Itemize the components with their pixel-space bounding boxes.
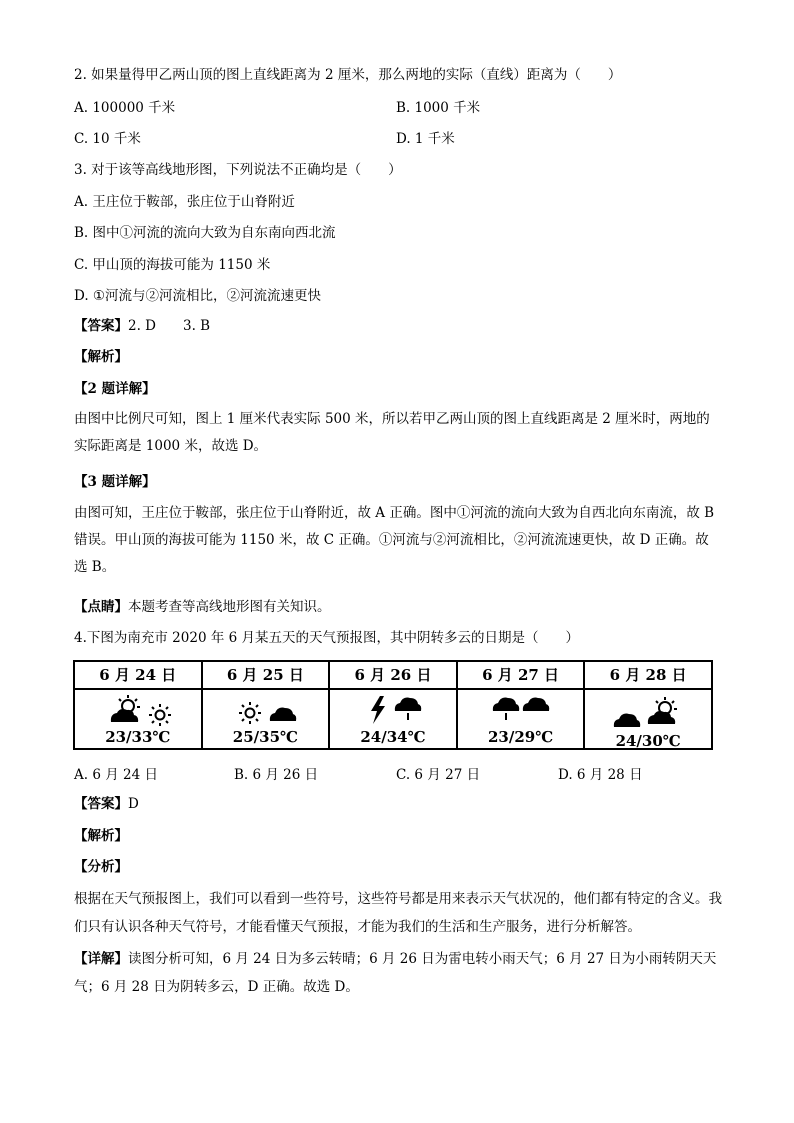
forecast-date: 6 月 24 日 [75, 662, 201, 690]
answer-text: D [128, 796, 139, 812]
partly-cloudy-icon [108, 694, 144, 726]
detail4-label: 【详解】 [74, 951, 128, 967]
detail3-title: 【3 题详解】 [74, 474, 156, 490]
sunny-icon [239, 702, 261, 724]
forecast-temp: 25/35℃ [232, 728, 298, 746]
forecast-date: 6 月 28 日 [585, 662, 711, 690]
analysis-text: 根据在天气预报图上，我们可以看到一些符号，这些符号都是用来表示天气状况的，他们都有特定的含义。我们只有认识各种天气符号，才能看懂天气预报，才能为我们的生活和生产服务，进行分析解答。 [74, 891, 722, 935]
detail3-text: 由图可知，王庄位于鞍部，张庄位于山脊附近，故 A 正确。图中①河流的流向大致为自西北向东南流，故 B 错误。甲山顶的海拔可能为 1150 米，故 C 正确。①河流与②河流相比，②河流流速更快，故 D 正确。故选 B。 [74, 505, 715, 575]
thunder-icon [368, 696, 388, 724]
light-rain-icon [394, 694, 422, 724]
cloudy-icon [269, 704, 297, 722]
q3-stem: 3. 对于该等高线地形图，下列说法不正确均是（ ） [74, 162, 402, 178]
forecast-temp: 23/29℃ [487, 728, 554, 746]
answer-label: 【答案】 [74, 796, 128, 812]
q3-option-b: B. 图中①河流的流向大致为自东南向西北流 [74, 225, 336, 241]
q4-stem: 4.下图为南充市 2020 年 6 月某五天的天气预报图，其中阴转多云的日期是（ ） [74, 630, 579, 646]
answer-text: 2. D 3. B [128, 318, 211, 334]
comment-text: 本题考查等高线地形图有关知识。 [128, 599, 331, 615]
q3-option-c: C. 甲山顶的海拔可能为 1150 米 [74, 257, 271, 273]
q2-option-a: A. 100000 千米 [74, 100, 176, 116]
answer-block-1 [74, 316, 210, 336]
forecast-day [203, 662, 331, 748]
weather-forecast-table [73, 660, 713, 750]
forecast-temp: 24/34℃ [360, 728, 426, 746]
analysis-head: 【分析】 [74, 859, 128, 875]
q2-option-c: C. 10 千米 [74, 131, 141, 147]
forecast-temp: 24/30℃ [615, 732, 681, 750]
q4-option-d: D. 6 月 28 日 [558, 767, 643, 783]
detail4-block [74, 945, 722, 1001]
q2-option-d: D. 1 千米 [396, 131, 455, 147]
q4-option-b: B. 6 月 26 日 [234, 767, 319, 783]
comment-block [74, 597, 331, 617]
answer-block-2 [74, 794, 139, 814]
forecast-day [458, 662, 586, 748]
forecast-date: 6 月 27 日 [458, 662, 584, 690]
q2-option-b: B. 1000 千米 [396, 100, 481, 116]
q4-option-c: C. 6 月 27 日 [396, 767, 481, 783]
forecast-date: 6 月 26 日 [330, 662, 456, 690]
forecast-day [585, 662, 711, 748]
light-rain-icon [492, 694, 520, 724]
comment-label: 【点睛】 [74, 599, 128, 615]
detail2-title: 【2 题详解】 [74, 381, 156, 397]
detail2-text: 由图中比例尺可知，图上 1 厘米代表实际 500 米，所以若甲乙两山顶的图上直线距离是 2 厘米时，两地的实际距离是 1000 米，故选 D。 [74, 411, 710, 454]
q3-option-a: A. 王庄位于鞍部，张庄位于山脊附近 [74, 194, 295, 210]
sunny-icon [149, 704, 171, 726]
forecast-day [75, 662, 203, 748]
forecast-day [330, 662, 458, 748]
analysis-label-2: 【解析】 [74, 828, 128, 844]
q4-option-a: A. 6 月 24 日 [74, 767, 158, 783]
answer-label: 【答案】 [74, 318, 128, 334]
cloudy-icon [522, 694, 550, 712]
detail4-text: 读图分析可知，6 月 24 日为多云转晴；6 月 26 日为雷电转小雨天气；6 月 27 日为小雨转阴天天气；6 月 28 日为阴转多云，D 正确。故选 D。 [74, 951, 717, 995]
q3-option-d: D. ①河流与②河流相比，②河流流速更快 [74, 288, 322, 304]
cloudy-icon [613, 710, 641, 728]
q2-stem: 2. 如果量得甲乙两山顶的图上直线距离为 2 厘米，那么两地的实际（直线）距离为（ ） [74, 67, 622, 83]
forecast-temp: 23/33℃ [105, 728, 171, 746]
partly-cloudy-icon [645, 696, 681, 728]
analysis-label-1: 【解析】 [74, 349, 128, 365]
forecast-date: 6 月 25 日 [203, 662, 329, 690]
